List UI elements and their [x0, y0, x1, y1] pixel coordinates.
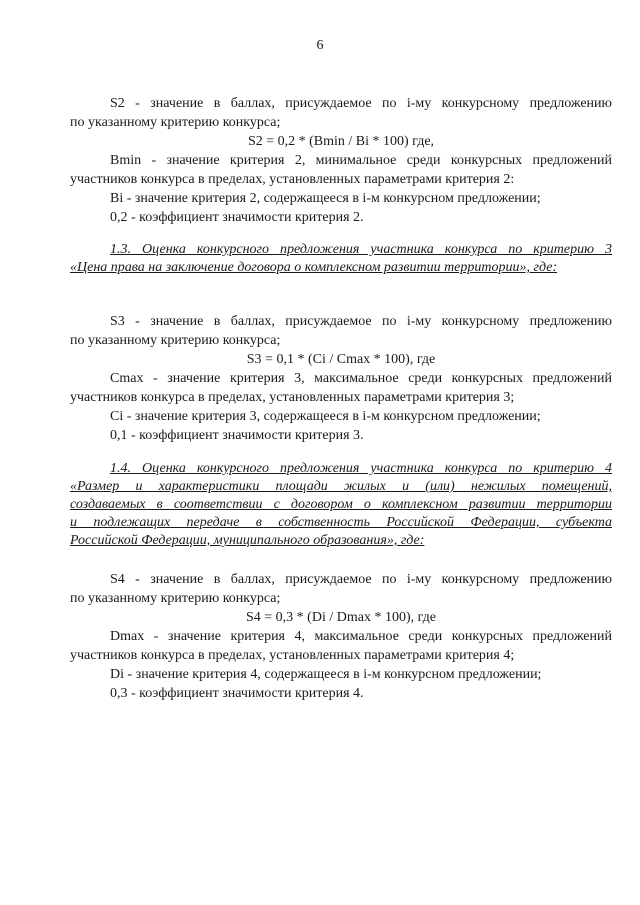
- s2-formula: S2 = 0,2 * (Bmin / Bi * 100) где,: [247, 134, 435, 149]
- heading-1-3: [70, 240, 612, 276]
- ci-definition: Ci - значение критерия 3, содержащееся в i-м конкурсном предложении;: [110, 409, 541, 424]
- s4-definition-line2: по указанному критерию конкурса;: [70, 591, 281, 606]
- page-number: 6: [316, 38, 324, 53]
- bmin-definition-line1: Bmin - значение критерия 2, минимальное среди конкурсных предложений: [110, 153, 612, 168]
- s4-formula: S4 = 0,3 * (Di / Dmax * 100), где: [246, 610, 436, 625]
- s3-definition-line1: S3 - значение в баллах, присуждаемое по i-му конкурсному предложению: [110, 314, 612, 329]
- section-s4: [70, 570, 612, 703]
- heading-1-4-line5: Российской Федерации, муниципального образования», где:: [70, 533, 425, 548]
- heading-1-4-line1: 1.4. Оценка конкурсного предложения участника конкурса по критерию 4: [110, 461, 612, 476]
- s2-coefficient: 0,2 - коэффициент значимости критерия 2.: [110, 210, 364, 225]
- heading-1-4-line3: создаваемых в соответствии с договором о комплексном развитии территории: [70, 497, 612, 512]
- cmax-definition-line2: участников конкурса в пределах, установленных параметрами критерия 3;: [70, 390, 515, 405]
- heading-1-4: [70, 459, 612, 549]
- heading-1-3-line2: «Цена права на заключение договора о комплексном развитии территории», где:: [70, 260, 558, 275]
- s3-coefficient: 0,1 - коэффициент значимости критерия 3.: [110, 428, 364, 443]
- dmax-definition-line2: участников конкурса в пределах, установленных параметрами критерия 4;: [70, 648, 515, 663]
- section-s3: [70, 312, 612, 445]
- bmin-definition-line2: участников конкурса в пределах, установленных параметрами критерия 2:: [70, 172, 515, 187]
- s4-definition-line1: S4 - значение в баллах, присуждаемое по i-му конкурсному предложению: [110, 572, 612, 587]
- heading-1-4-line2: «Размер и характеристики площади жилых и (или) нежилых помещений,: [70, 479, 612, 494]
- di-definition: Di - значение критерия 4, содержащееся в i-м конкурсном предложении;: [110, 667, 542, 682]
- heading-1-3-line1: 1.3. Оценка конкурсного предложения участника конкурса по критерию 3: [110, 242, 612, 257]
- bi-definition: Bi - значение критерия 2, содержащееся в i-м конкурсном предложении;: [110, 191, 541, 206]
- section-s2: [70, 94, 612, 227]
- s2-definition-line2: по указанному критерию конкурса;: [70, 115, 281, 130]
- s3-formula: S3 = 0,1 * (Ci / Cmax * 100), где: [246, 352, 436, 367]
- s2-definition-line1: S2 - значение в баллах, присуждаемое по i-му конкурсному предложению: [110, 96, 612, 111]
- s4-coefficient: 0,3 - коэффициент значимости критерия 4.: [110, 686, 364, 701]
- cmax-definition-line1: Cmax - значение критерия 3, максимальное среди конкурсных предложений: [110, 371, 612, 386]
- heading-1-4-line4: и подлежащих передаче в собственность Российской Федерации, субъекта: [70, 515, 612, 530]
- dmax-definition-line1: Dmax - значение критерия 4, максимальное среди конкурсных предложений: [110, 629, 612, 644]
- s3-definition-line2: по указанному критерию конкурса;: [70, 333, 281, 348]
